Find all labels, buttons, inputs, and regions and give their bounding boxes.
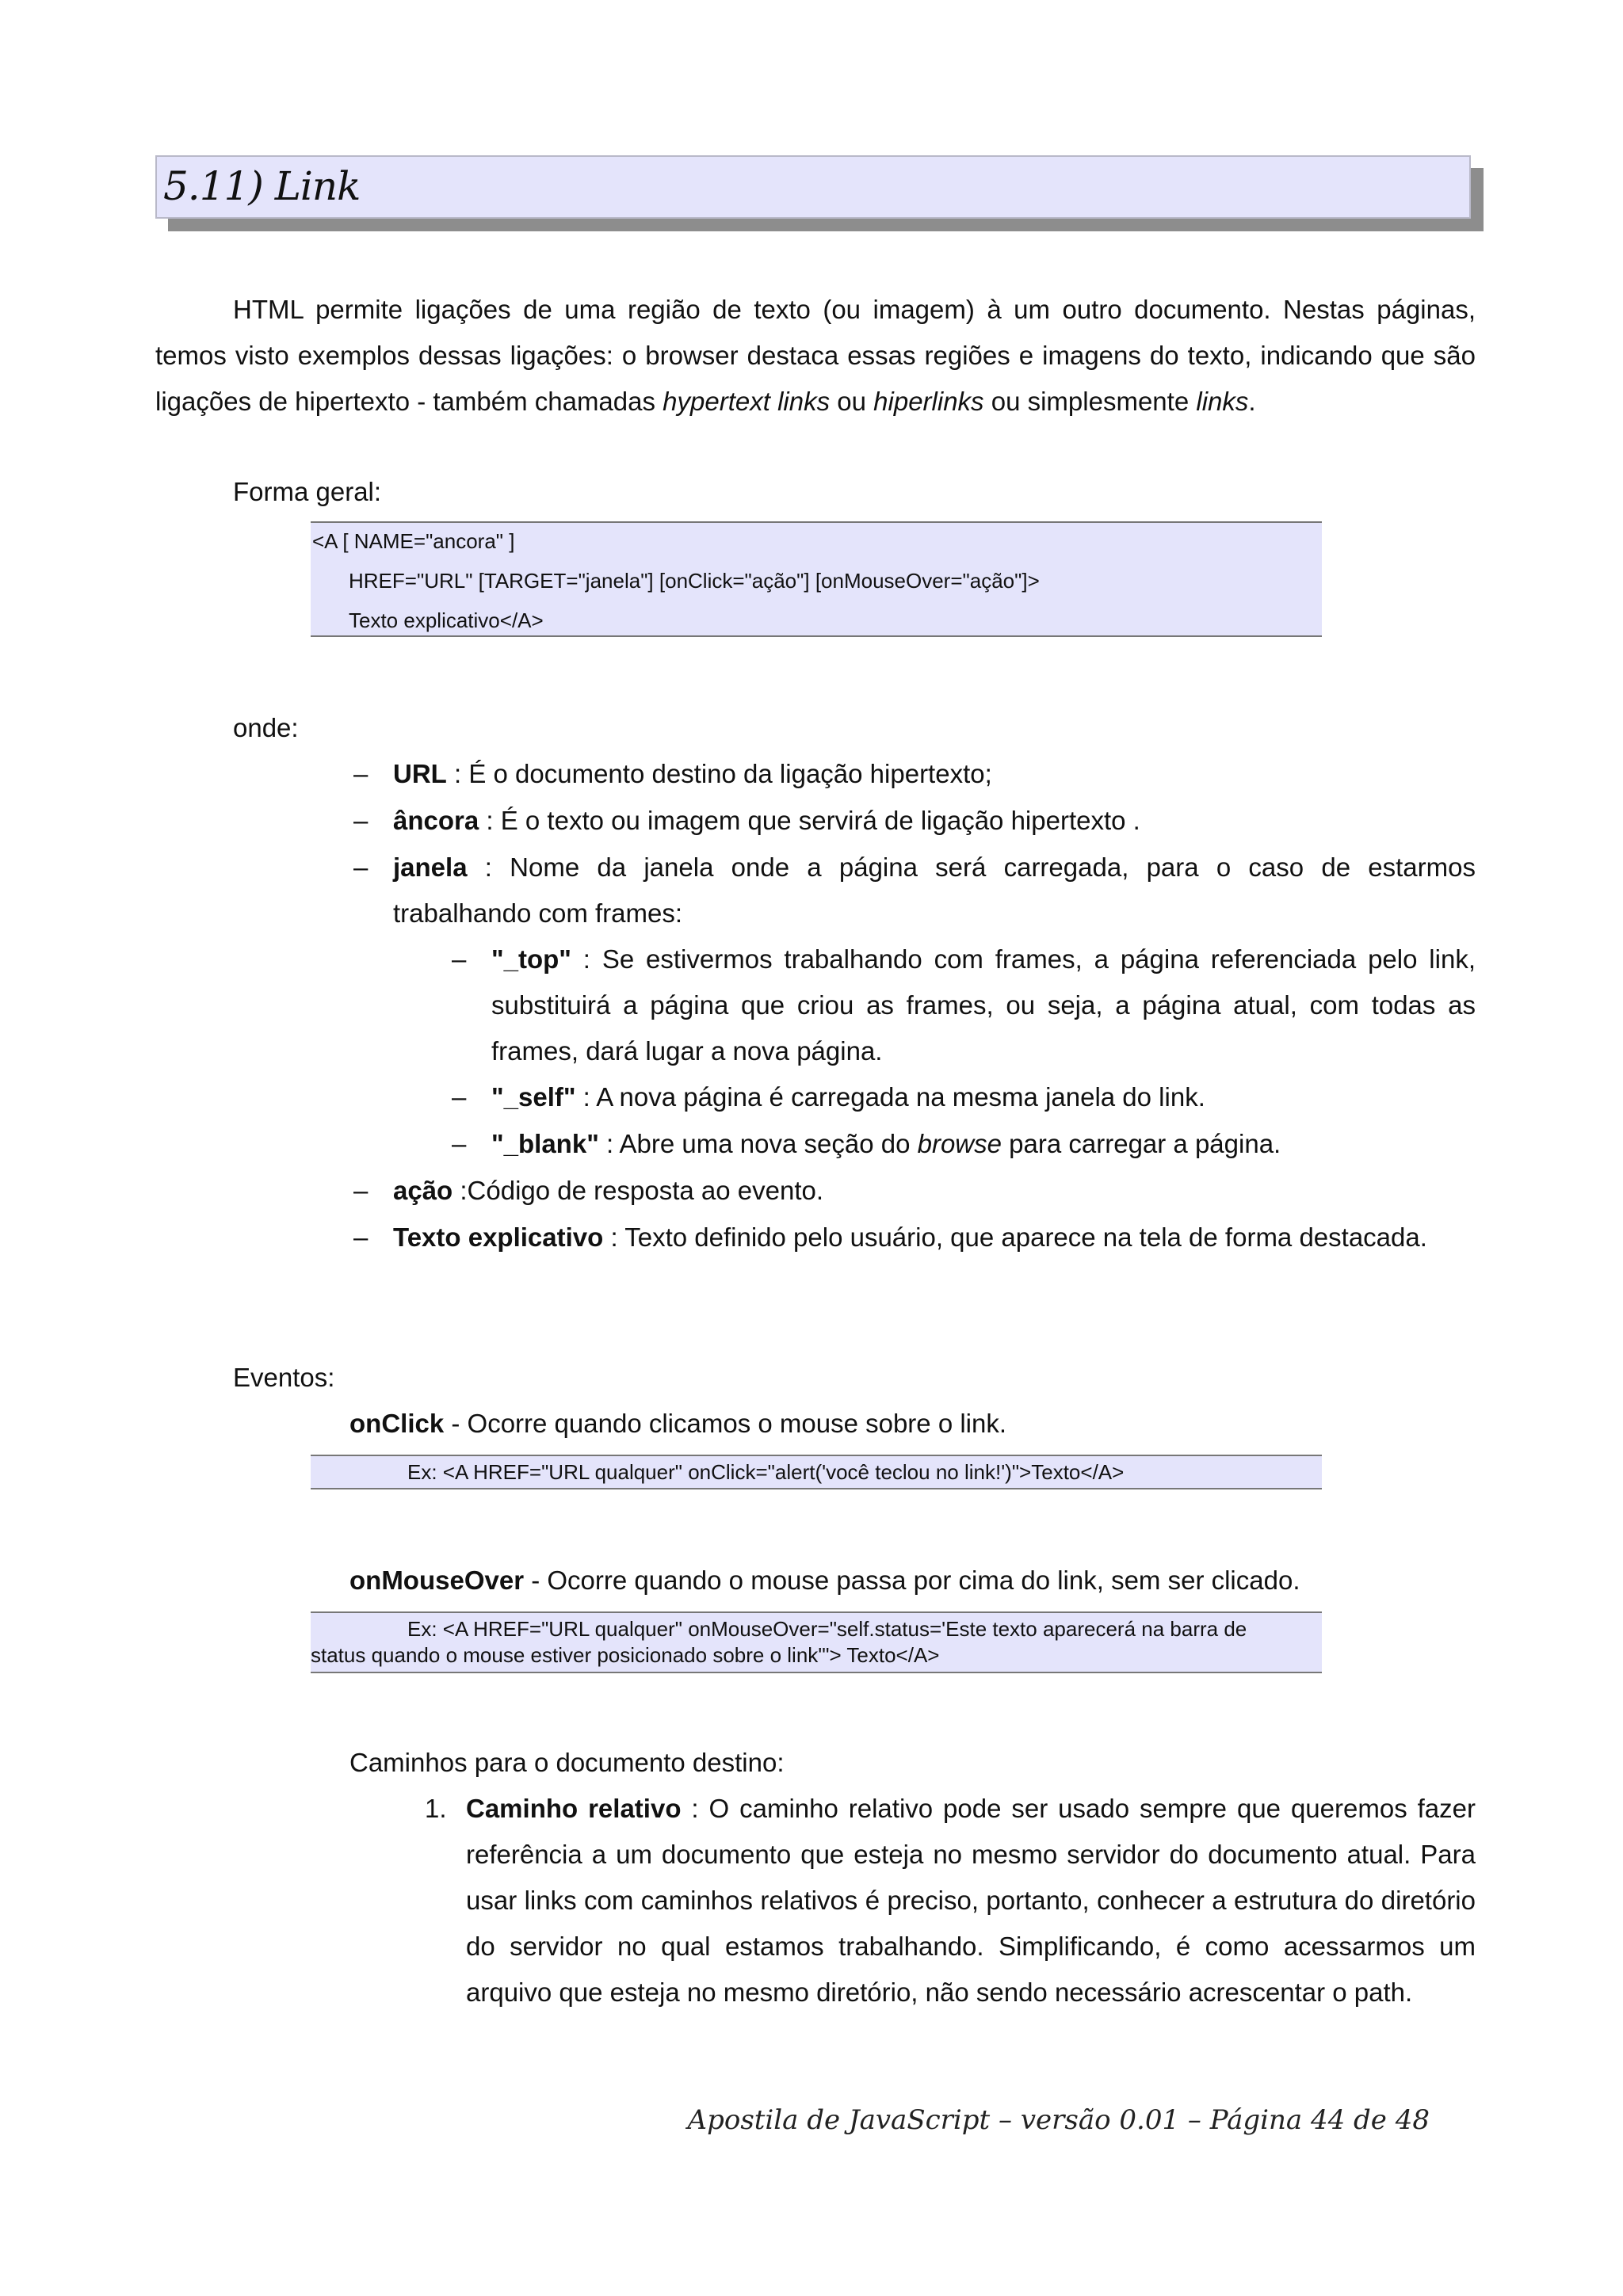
list-item: [393, 798, 1479, 844]
bullet-dash: –: [353, 806, 369, 835]
item-desc: : É o documento destino da ligação hipertexto;: [446, 759, 992, 788]
list-item: [393, 1168, 1479, 1214]
code-line: Texto explicativo</A>: [349, 608, 544, 632]
event-desc: - Ocorre quando o mouse passa por cima do link, sem ser clicado.: [524, 1566, 1300, 1595]
bullet-dash: –: [353, 1176, 369, 1205]
sub-bullet-dash: –: [452, 1129, 467, 1158]
bullet-dash: –: [353, 852, 369, 882]
item-desc: : O caminho relativo pode ser usado sempre que queremos fazer referência a um documento que esteja no mesmo servidor do documento atual. Para usar links com caminhos relativos é preciso, portanto, conhecer a estrutura do diretório do servidor no qual estamos trabalhando. Simplificando, é como acessarmos um arquivo que esteja no mesmo diretório, não sendo necessário acrescentar o path.: [466, 1794, 1476, 2007]
intro-text: HTML permite ligações de uma região de texto (ou imagem) à um outro documento. Nestas páginas, temos visto exemplos dessas ligações: o browser destaca essas regiões e imagens do texto, indicando que são ligações de hipertexto - também chamadas: [155, 295, 1476, 416]
heading-box: [155, 155, 1471, 219]
item-desc: : Nome da janela onde a página será carregada, para o caso de estarmos trabalhando com frames:: [393, 852, 1476, 928]
onmouseover-example-box: [311, 1611, 1322, 1673]
item-term: janela: [393, 852, 468, 882]
list-item: [393, 751, 1479, 797]
sub-list-item: [491, 1121, 1476, 1167]
event-name: onClick: [349, 1409, 445, 1438]
item-desc: para carregar a página.: [1002, 1129, 1281, 1158]
item-term: âncora: [393, 806, 479, 835]
onmouseover-event: [349, 1558, 1300, 1604]
code-line: status quando o mouse estiver posicionado sobre o link'"> Texto</A>: [311, 1643, 940, 1667]
item-term: "_blank": [491, 1129, 599, 1158]
event-name: onMouseOver: [349, 1566, 525, 1595]
eventos-label: Eventos:: [233, 1363, 335, 1392]
item-term: Texto explicativo: [393, 1222, 604, 1252]
onclick-example-box: [311, 1455, 1322, 1489]
caminho-item: [466, 1786, 1476, 2016]
bullet-dash: –: [353, 1222, 369, 1252]
intro-paragraph: [155, 287, 1476, 425]
list-item: [393, 845, 1476, 936]
sub-bullet-dash: –: [452, 1082, 467, 1112]
item-term: "_top": [491, 944, 571, 974]
forma-geral-label: Forma geral:: [233, 477, 382, 506]
intro-emphasis: hypertext links: [663, 387, 831, 416]
item-term: Caminho relativo: [466, 1794, 682, 1823]
list-item: [393, 1215, 1476, 1261]
code-line: HREF="URL" [TARGET="janela"] [onClick="ação"] [onMouseOver="ação"]>: [349, 569, 1040, 593]
intro-text: ou: [830, 387, 874, 416]
event-desc: - Ocorre quando clicamos o mouse sobre o link.: [444, 1409, 1007, 1438]
sub-list-item: [491, 1074, 1476, 1120]
item-term: "_self": [491, 1082, 576, 1112]
code-line: Ex: <A HREF="URL qualquer" onMouseOver="self.status='Este texto aparecerá na barra de: [407, 1617, 1247, 1641]
section-title: 5.11) Link: [163, 163, 361, 209]
page-footer: Apostila de JavaScript – versão 0.01 – Página 44 de 48: [687, 2104, 1430, 2136]
sub-bullet-dash: –: [452, 944, 467, 974]
intro-text: .: [1248, 387, 1256, 416]
code-line: <A [ NAME="ancora" ]: [312, 529, 515, 553]
code-line: Ex: <A HREF="URL qualquer" onClick="alert('você teclou no link!')">Texto</A>: [407, 1460, 1125, 1484]
caminhos-label: Caminhos para o documento destino:: [349, 1748, 785, 1777]
item-desc: : Se estivermos trabalhando com frames, a página referenciada pelo link, substituirá a página que criou as frames, ou seja, a página atual, com todas as frames, dará lugar a nova página.: [491, 944, 1476, 1066]
sub-list-item: [491, 936, 1476, 1074]
item-desc: :Código de resposta ao evento.: [453, 1176, 824, 1205]
item-term: ação: [393, 1176, 453, 1205]
item-term: URL: [393, 759, 447, 788]
syntax-code-box: [311, 521, 1322, 637]
item-desc: : A nova página é carregada na mesma janela do link.: [575, 1082, 1205, 1112]
intro-emphasis: links: [1196, 387, 1249, 416]
item-desc: : Abre uma nova seção do: [598, 1129, 918, 1158]
section-heading: [155, 155, 1484, 219]
onclick-event: [349, 1401, 1006, 1447]
item-desc: : Texto definido pelo usuário, que aparece na tela de forma destacada.: [603, 1222, 1427, 1252]
item-desc: : É o texto ou imagem que servirá de ligação hipertexto .: [479, 806, 1140, 835]
intro-text: ou simplesmente: [983, 387, 1197, 416]
item-emphasis: browse: [917, 1129, 1002, 1158]
onde-label: onde:: [233, 713, 299, 742]
bullet-dash: –: [353, 759, 369, 788]
intro-emphasis: hiperlinks: [873, 387, 984, 416]
list-number: 1.: [425, 1794, 447, 1823]
